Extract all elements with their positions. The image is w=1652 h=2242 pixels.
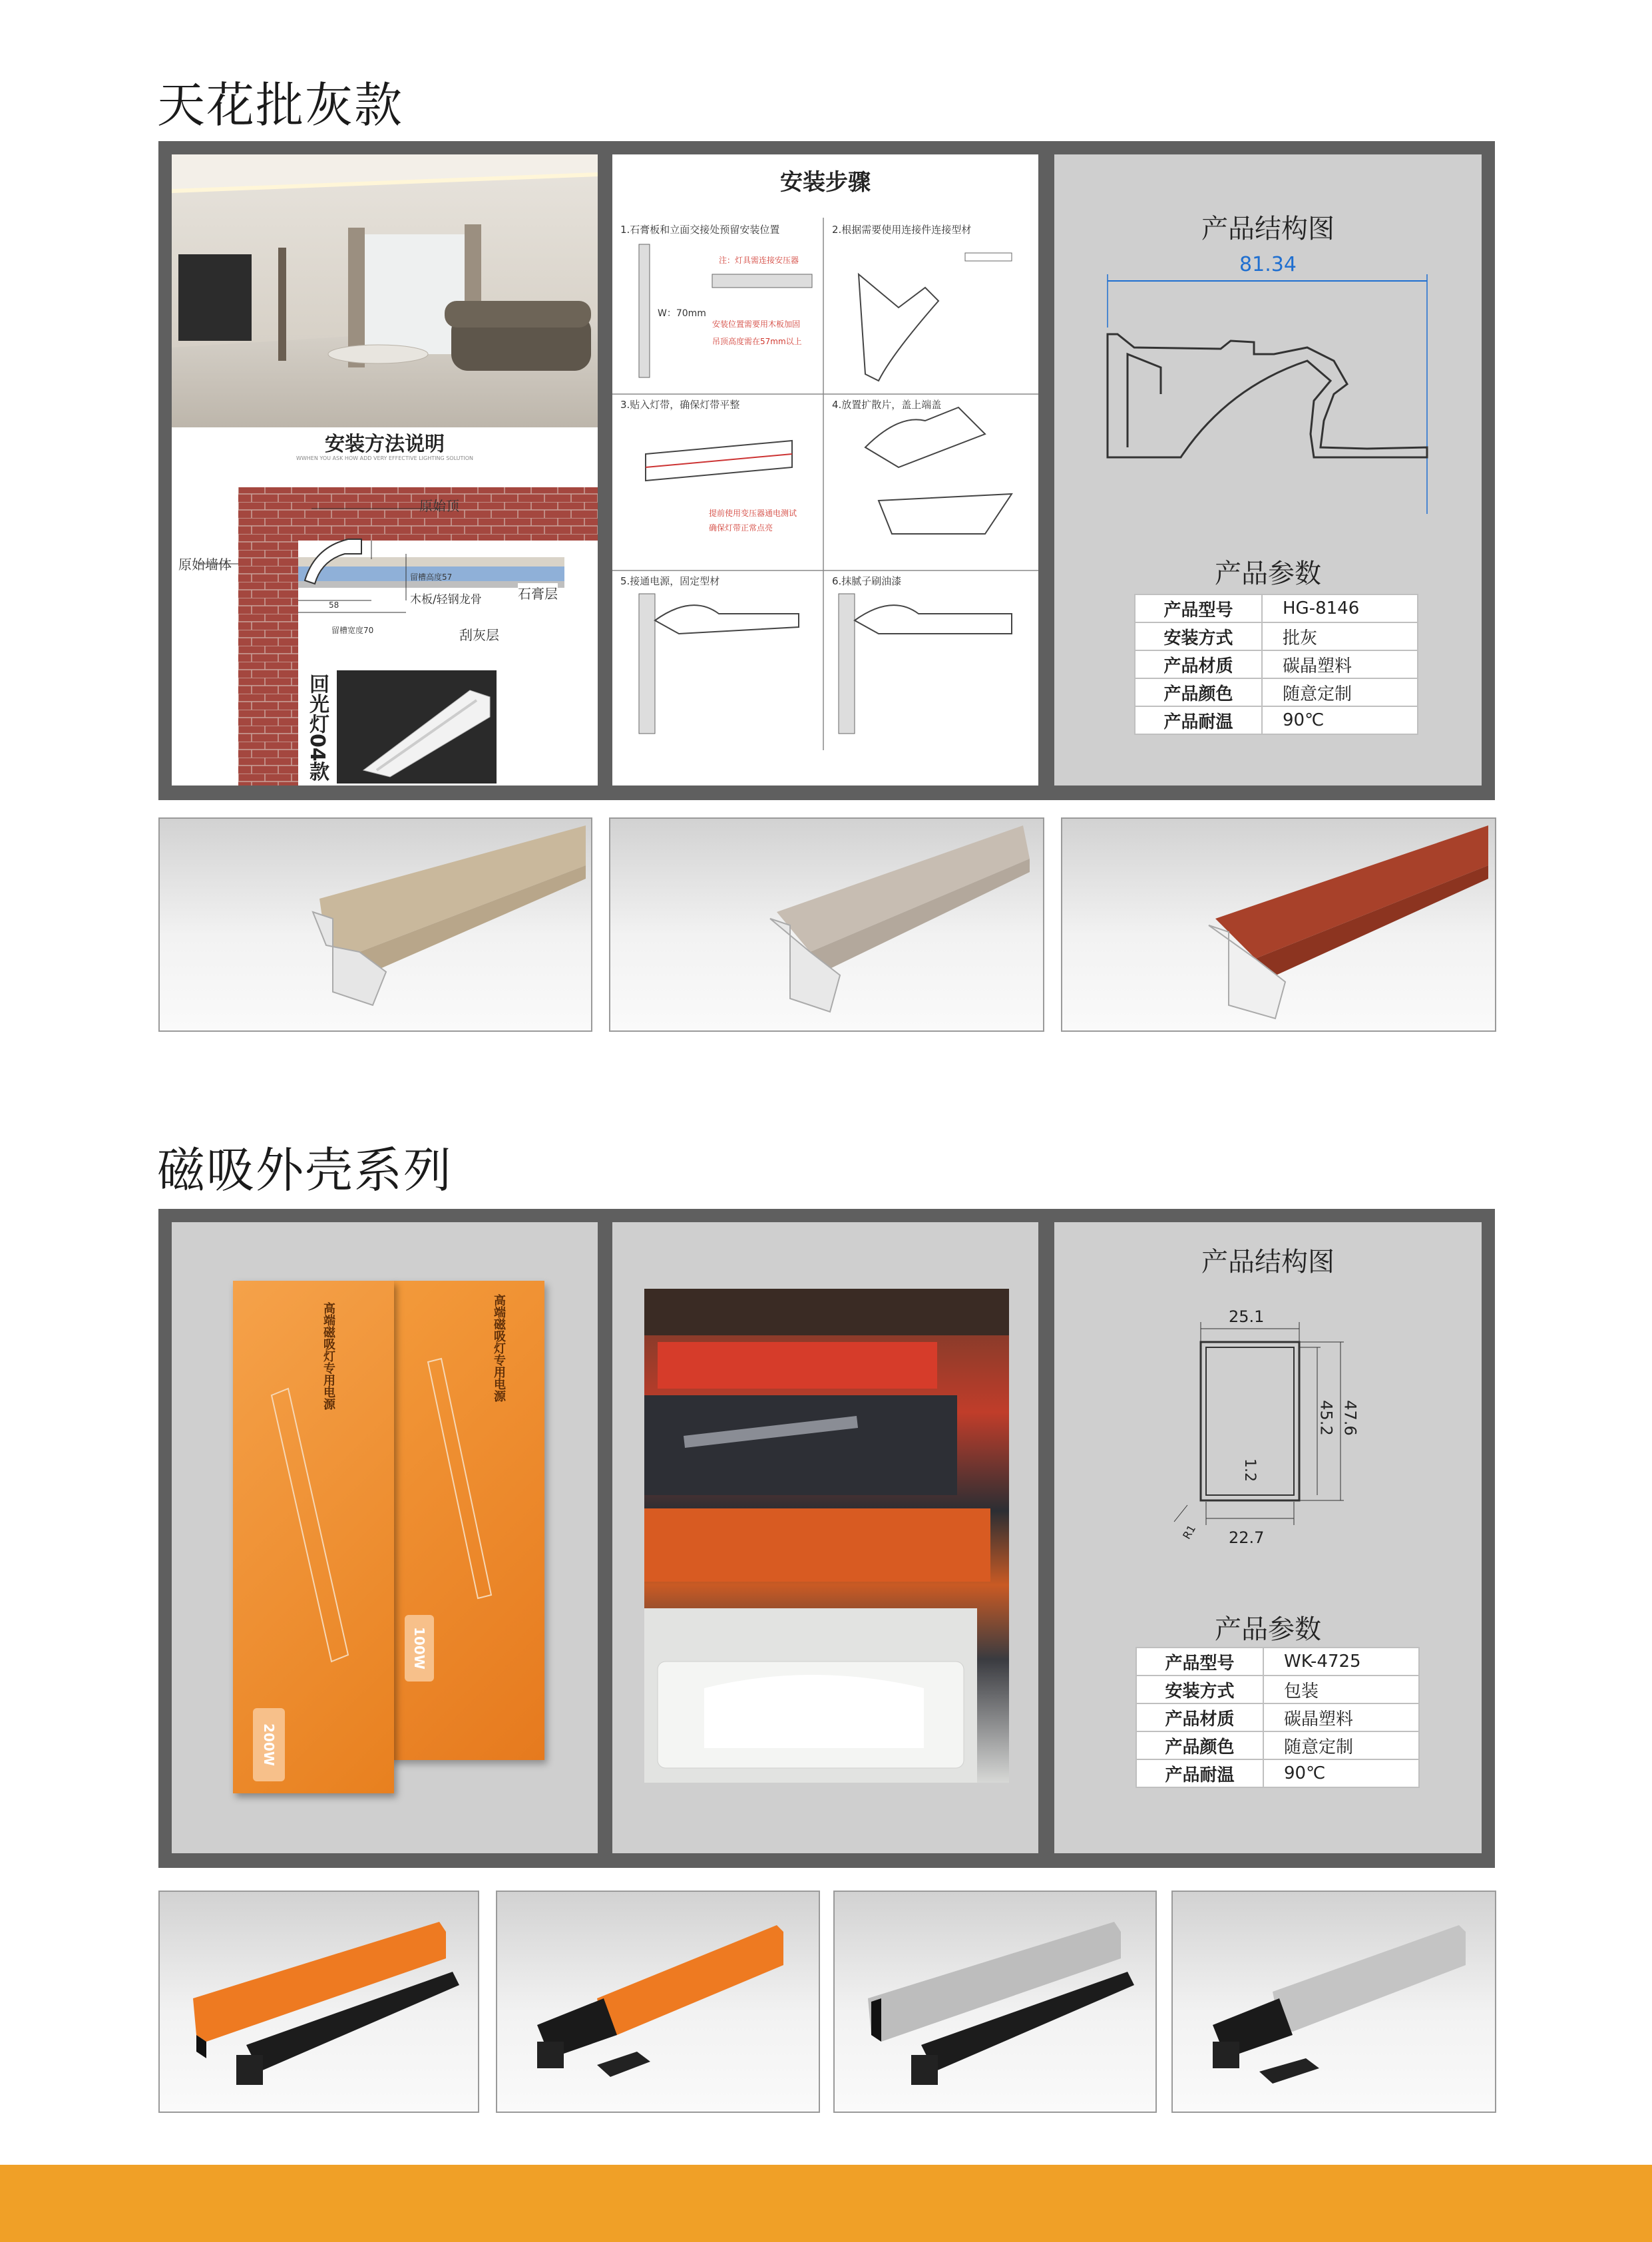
label-wall: 原始墙体 xyxy=(178,557,232,572)
dim-top: 25.1 xyxy=(1229,1307,1265,1326)
label-top: 原始顶 xyxy=(419,498,459,514)
params-title-2: 产品参数 xyxy=(1215,1614,1321,1645)
note-transformer: 注：灯具需连接安压器 xyxy=(719,256,799,265)
product-name-04: 回光灯04款 xyxy=(306,674,329,782)
note-reinforce: 安装位置需要用木板加固 xyxy=(712,320,801,329)
label-gypsum: 石膏层 xyxy=(518,583,558,602)
step-3: 3.贴入灯带，确保灯带平整 xyxy=(620,399,740,411)
install-steps-panel xyxy=(612,154,1038,785)
structure-panel-1 xyxy=(1054,154,1482,785)
step-1: 1.石膏板和立面交接处预留安装位置 xyxy=(620,224,780,236)
label-dim-58: 58 xyxy=(329,600,339,610)
install-steps-title: 安装步骤 xyxy=(780,169,871,196)
profile-photo-beige xyxy=(609,817,1044,1032)
box-200w-text: 高端磁吸灯专用电源 xyxy=(321,1302,335,1410)
profile-photo-wood xyxy=(158,817,592,1032)
note-width: W：70mm xyxy=(658,308,706,319)
box-200w-badge: 200W xyxy=(253,1708,285,1781)
params-table-1 xyxy=(1134,594,1418,735)
housing-photo-gray-1 xyxy=(833,1891,1157,2113)
param-row: 产品材质 碳晶塑料 xyxy=(1135,650,1418,678)
dim-radius: R1 xyxy=(1180,1522,1199,1542)
box-100w-badge: 100W xyxy=(405,1615,434,1682)
param-row: 产品型号 WK-4725 xyxy=(1136,1648,1419,1676)
profile-drawing-1 xyxy=(1054,268,1482,547)
profile-drawing-2 xyxy=(1054,1275,1482,1555)
structure-title-1: 产品结构图 xyxy=(1201,214,1335,244)
param-row: 安装方式 批灰 xyxy=(1135,622,1418,650)
dim-outer-height: 47.6 xyxy=(1341,1400,1360,1436)
living-room-photo xyxy=(172,154,598,427)
footer-bar xyxy=(0,2165,1652,2242)
note-height: 吊顶高度需在57mm以上 xyxy=(712,337,802,346)
dim-bottom: 22.7 xyxy=(1229,1528,1265,1547)
dim-wall: 1.2 xyxy=(1241,1458,1258,1482)
product-photo-04 xyxy=(337,670,497,784)
param-row: 产品颜色 随意定制 xyxy=(1136,1731,1419,1759)
param-row: 产品耐温 90℃ xyxy=(1135,706,1418,734)
param-row: 产品耐温 90℃ xyxy=(1136,1759,1419,1787)
step-5: 5.接通电源，固定型材 xyxy=(620,575,720,587)
structure-panel-2 xyxy=(1054,1222,1482,1853)
profile-photo-rosewood xyxy=(1061,817,1496,1032)
box-outline-art xyxy=(172,1222,598,1853)
section-title-ceiling: 天花批灰款 xyxy=(157,77,404,133)
housing-photo-orange-1 xyxy=(158,1891,479,2113)
box-100w-text: 高端磁吸灯专用电源 xyxy=(492,1294,506,1402)
structure-title-2: 产品结构图 xyxy=(1201,1247,1335,1277)
params-title-1: 产品参数 xyxy=(1215,559,1321,589)
step-6: 6.抹腻子刷油漆 xyxy=(832,575,902,587)
dim-inner-height: 45.2 xyxy=(1317,1400,1336,1436)
housing-photo-orange-2 xyxy=(496,1891,820,2113)
params-table-2 xyxy=(1136,1647,1420,1788)
structure-dim-1: 81.34 xyxy=(1239,253,1297,276)
boxes-panel xyxy=(172,1222,598,1853)
param-row: 产品型号 HG-8146 xyxy=(1135,594,1418,622)
param-row: 产品颜色 随意定制 xyxy=(1135,678,1418,706)
install-steps-grid xyxy=(612,154,1038,785)
housing-photo-gray-2 xyxy=(1171,1891,1496,2113)
step-4: 4.放置扩散片，盖上端盖 xyxy=(832,399,942,411)
packaging-photo xyxy=(644,1289,1009,1783)
packaging-panel xyxy=(612,1222,1038,1853)
install-method-title: 安装方法说明 xyxy=(325,433,445,456)
label-slot-width: 留槽宽度70 xyxy=(331,626,374,635)
label-slot-height: 留槽高度57 xyxy=(410,572,453,582)
label-board: 木板/轻钢龙骨 xyxy=(410,590,482,606)
step-2: 2.根据需要使用连接件连接型材 xyxy=(832,224,972,236)
label-putty: 刮灰层 xyxy=(459,627,499,643)
param-row: 产品材质 碳晶塑料 xyxy=(1136,1703,1419,1731)
note-lit: 确保灯带正常点亮 xyxy=(709,523,773,533)
install-method-subtitle: WWHEN YOU ASK HOW ADD VERY EFFECTIVE LIGHTING SOLUTION xyxy=(296,455,474,461)
section-title-magnetic: 磁吸外壳系列 xyxy=(157,1142,453,1198)
install-method-panel xyxy=(172,154,598,785)
param-row: 安装方式 包装 xyxy=(1136,1676,1419,1703)
note-test: 提前使用变压器通电测试 xyxy=(709,509,797,518)
